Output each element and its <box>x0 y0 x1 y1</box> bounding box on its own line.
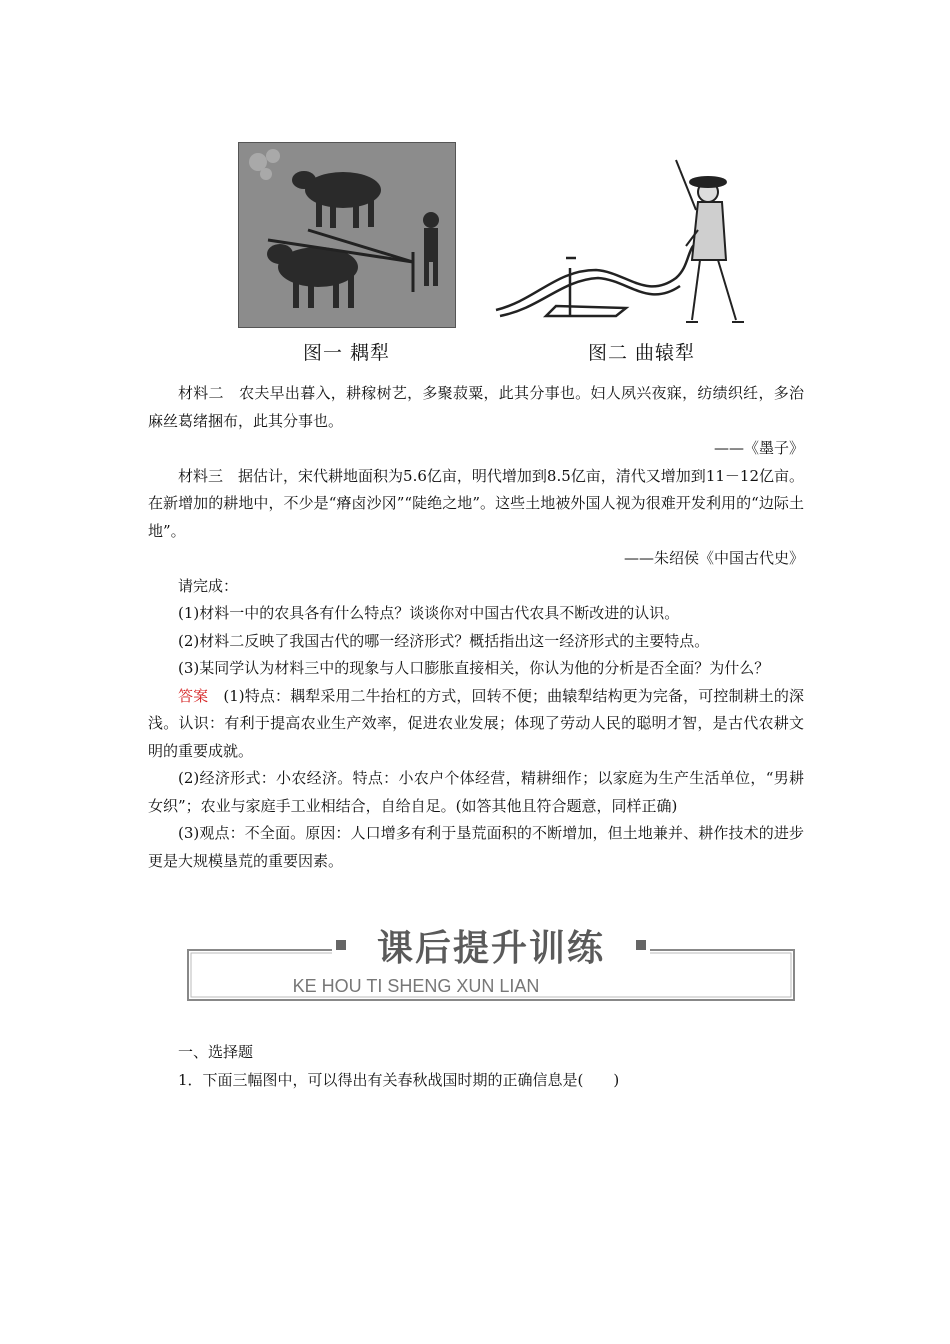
answer-3: (3)观点：不全面。原因：人口增多有利于垦荒面积的不断增加，但土地兼并、耕作技术的进步更是大规模垦荒的重要因素。 <box>148 824 804 870</box>
figure-2-caption: 图二 曲辕犁 <box>588 342 696 364</box>
question-2: (2)材料二反映了我国古代的哪一经济形式？概括指出这一经济形式的主要特点。 <box>178 631 710 650</box>
section-heading: 一、选择题 <box>178 1043 254 1061</box>
ox-plough-relief-image <box>238 142 456 328</box>
section-banner <box>186 922 796 1002</box>
answer-1-text: (1)特点：耦犁采用二牛抬杠的方式，回转不便；曲辕犁结构更为完备，可控制耕土的深浅。认识：有利于提高农业生产效率，促进农业发展；体现了劳动人民的聪明才智，是古代农耕文明的重要成就。 <box>148 686 804 760</box>
question-1-choice: 1．下面三幅图中，可以得出有关春秋战国时期的正确信息是( ) <box>178 1071 620 1089</box>
material-3-text: 材料三 据估计，宋代耕地面积为5.6亿亩，明代增加到8.5亿亩，清代又增加到11－12亿亩。在新增加的耕地中，不少是“瘠卤沙冈”“陡绝之地”。这些土地被外国人视为很难开发利用的“边际土地”。 <box>148 466 804 540</box>
document-body <box>148 380 804 875</box>
answer-label: 答案 <box>178 686 209 705</box>
answer-2: (2)经济形式：小农经济。特点：小农户个体经营，精耕细作；以家庭为生产生活单位，“男耕女织”；农业与家庭手工业相结合，自给自足。(如答其他且符合题意，同样正确) <box>148 769 804 815</box>
figure-1-caption: 图一 耦犁 <box>303 342 391 364</box>
banner-title: 课后提升训练 <box>376 928 606 969</box>
answer-1 <box>148 683 804 766</box>
banner-subtitle: KE HOU TI SHENG XUN LIAN <box>292 976 540 996</box>
prompt-text: 请完成： <box>178 576 239 595</box>
curved-shaft-plough-image <box>486 150 750 326</box>
material-3-source: ——朱绍侯《中国古代史》 <box>623 549 804 567</box>
question-3: (3)某同学认为材料三中的现象与人口膨胀直接相关，你认为他的分析是否全面？为什么？ <box>178 659 770 677</box>
material-2-text: 材料二 农夫早出暮入，耕稼树艺，多聚菽粟，此其分事也。妇人夙兴夜寐，纺绩织纴，多治麻丝葛绪捆布，此其分事也。 <box>148 384 804 430</box>
question-1: (1)材料一中的农具各有什么特点？谈谈你对中国古代农具不断改进的认识。 <box>178 604 680 622</box>
choice-section <box>178 1038 619 1094</box>
material-2-source: ——《墨子》 <box>713 439 804 457</box>
figures-panel <box>228 128 760 374</box>
